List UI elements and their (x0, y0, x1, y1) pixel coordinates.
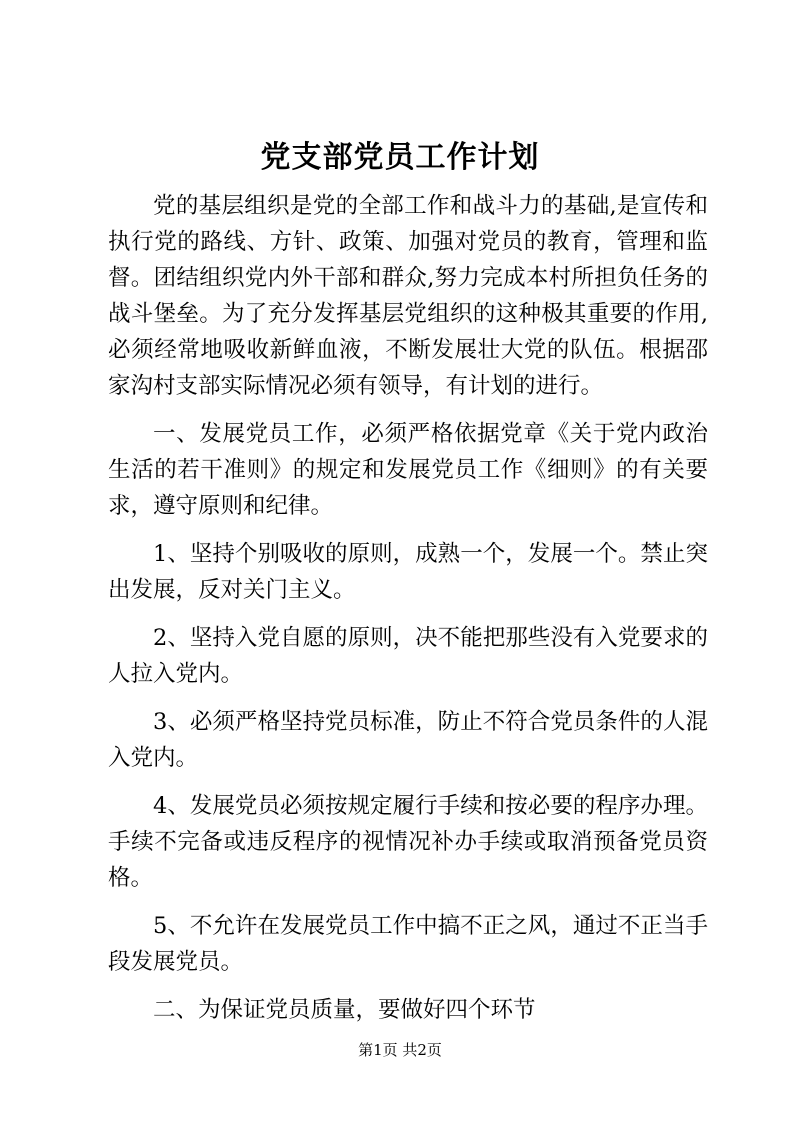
document-title: 党支部党员工作计划 (260, 140, 540, 175)
paragraph-section-2: 二、为保证党员质量，要做好四个环节 (153, 997, 536, 1023)
paragraph-item-4: 4、发展党员必须按规定履行手续和按必要的程序办理。手续不完备或违反程序的视情况补办手续或取消预备党员资格。 (108, 793, 708, 891)
paragraph-section-1: 一、发展党员工作，必须严格依据党章《关于党内政治生活的若干准则》的规定和发展党员工作《细则》的有关要求，遵守原则和纪律。 (108, 421, 708, 519)
page-footer: 第1页 共2页 (358, 1041, 442, 1059)
paragraph-intro: 党的基层组织是党的全部工作和战斗力的基础,是宣传和执行党的路线、方针、政策、加强对党员的教育，管理和监督。团结组织党内外干部和群众,努力完成本村所担负任务的战斗堡垒。为了充分发挥基层党组织的这种极其重要的作用,必须经常地吸收新鲜血液，不断发展壮大党的队伍。根据邵家沟村支部实际情况必须有领导，有计划的进行。 (108, 193, 708, 399)
document-body (108, 188, 708, 1040)
paragraph-item-5: 5、不允许在发展党员工作中搞不正之风，通过不正当手段发展党员。 (108, 913, 708, 975)
paragraph-item-2: 2、坚持入党自愿的原则，决不能把那些没有入党要求的人拉入党内。 (108, 625, 708, 687)
paragraph-item-1: 1、坚持个别吸收的原则，成熟一个，发展一个。禁止突出发展，反对关门主义。 (108, 541, 708, 603)
paragraph-item-3: 3、必须严格坚持党员标准，防止不符合党员条件的人混入党内。 (108, 709, 708, 771)
